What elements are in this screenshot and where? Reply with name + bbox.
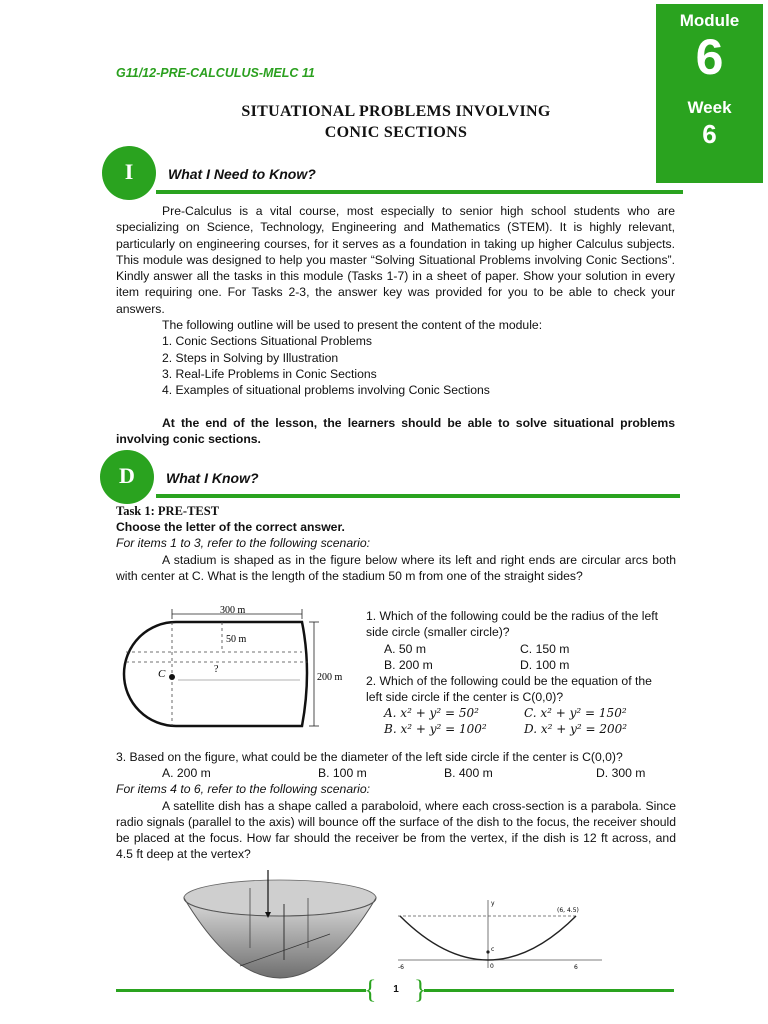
choice: D. 100 m [520,657,570,672]
question-1 [366,608,666,737]
label-200m: 200 m [317,672,343,683]
choice: A. 200 m [162,766,211,781]
label-center-c: C [158,668,166,680]
question-3 [116,749,676,863]
module-badge [656,4,763,183]
choice: A. 50 m [384,641,426,656]
scenario2-text: A satellite dish has a shape called a paraboloid, where each cross-section is a parabola. Since radio signals (parallel to the axis) will bounce off the surface of the dish to the focus, the receiver should be placed at the focus. How far should the receiver be from the vertex, if the dish is 12 ft across, and 4.5 ft deep at the vertex? [116,798,676,862]
question-1-choices [366,641,666,673]
outline-item: 3. Real-Life Problems in Conic Sections [162,366,377,381]
section-i-body [116,203,675,447]
stadium-figure [116,600,356,740]
parabola-graph [392,896,607,976]
question-1-text: 1. Which of the following could be the radius of the left side circle (smaller circle)? [366,609,658,640]
page-number: 1 [393,984,399,995]
choice: D. x² + y² = 200² [524,722,628,737]
title-line-2: CONIC SECTIONS [324,124,468,141]
choice: C. 150 m [520,641,570,656]
module-label: Module [679,11,740,30]
section-i-badge: I [102,146,156,200]
task-instruction: Choose the letter of the correct answer. [116,520,345,534]
page-title [200,101,592,143]
section-i-heading: What I Need to Know? [168,166,316,182]
course-code: G11/12-PRE-CALCULUS-MELC 11 [116,66,315,80]
choice: B. 100 m [318,766,367,781]
week-label: Week [687,98,732,117]
intro-paragraph: Pre-Calculus is a vital course, most especially to senior high school students who are specializing on Science, Technology, Engineering and Mathematics (STEM). It is highly relevant, particularly on engineering courses, for it serves as a foundation in taking up higher Calculus subjects. This module was designed to help you master “Solving Situational Problems involving Conic Sections”. Kindly answer all the tasks in this module (Tasks 1-7) in a sheet of paper. Show your solution in every item requiring one. For Tasks 2-3, the answer key was provided for you to be able to check your answers. [116,204,675,316]
footer-rule-right [424,989,674,992]
objective-text: At the end of the lesson, the learners should be able to solve situational problems involving conic sections. [116,415,675,446]
task-header [116,504,676,584]
footer-brace-right: } [414,975,427,1004]
scenario1-text: A stadium is shaped as in the figure below where its left and right ends are circular arcs both with center at C. What is the length of the stadium 50 m from one of the straight sides? [116,552,676,583]
section-d-rule [156,494,680,498]
outline-item: 4. Examples of situational problems involving Conic Sections [162,383,490,398]
graph-point-label: (6, 4.5) [557,907,579,914]
graph-origin-label: 0 [490,963,494,970]
question-3-choices [116,765,676,781]
outline-intro: The following outline will be used to present the content of the module: [162,318,543,333]
outline-list [116,333,675,398]
question-3-text: 3. Based on the figure, what could be the diameter of the left side circle if the center is C(0,0)? [116,750,623,764]
footer-brace-left: { [364,975,377,1004]
outline-item: 1. Conic Sections Situational Problems [162,334,373,349]
section-i-rule [156,190,683,194]
choice: B. 200 m [384,657,433,672]
scenario1-reference: For items 1 to 3, refer to the following scenario: [116,536,371,551]
title-line-1: SITUATIONAL PROBLEMS INVOLVING [241,103,551,120]
choice: B. x² + y² = 100² [384,722,487,737]
choice: B. 400 m [444,766,493,781]
graph-focus-label: c [491,946,495,953]
task-title: Task 1: PRE-TEST [116,504,220,518]
label-50m: 50 m [226,634,247,645]
module-number: 6 [695,29,724,85]
label-300m: 300 m [220,605,246,616]
outline-item: 2. Steps in Solving by Illustration [162,350,339,365]
choice: A. x² + y² = 50² [384,706,479,721]
satellite-dish-illustration [180,868,380,983]
section-d-badge: D [100,450,154,504]
scenario2-reference: For items 4 to 6, refer to the following scenario: [116,782,371,797]
choice: C. x² + y² = 150² [524,706,627,721]
footer-rule-left [116,989,366,992]
graph-y-label: y [491,900,495,907]
question-2-text: 2. Which of the following could be the equation of the left side circle if the center is C(0,0)? [366,673,652,704]
graph-xpos-label: 6 [574,964,578,971]
section-d-heading: What I Know? [166,470,259,486]
graph-xneg-label: -6 [398,964,404,971]
question-2-choices [366,705,666,737]
choice: D. 300 m [596,766,646,781]
week-number: 6 [702,119,717,149]
label-unknown: ? [214,664,219,675]
